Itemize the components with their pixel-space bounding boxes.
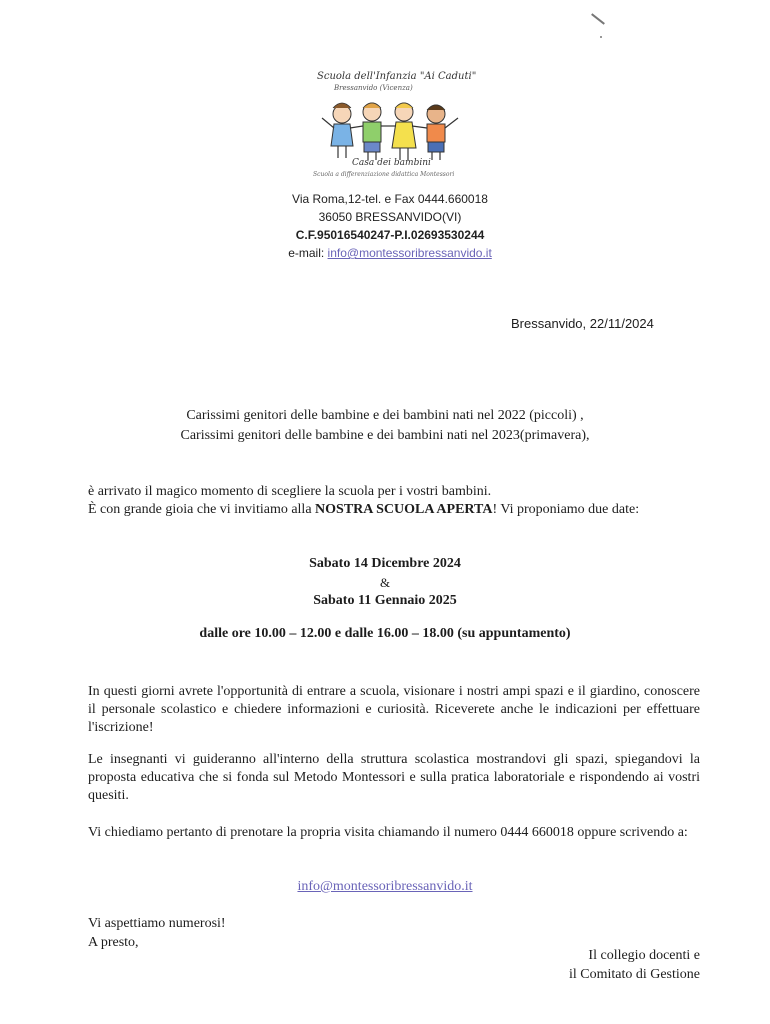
greeting-line-1: Carissimi genitori delle bambine e dei bambini nati nel 2022 (piccoli) , bbox=[186, 408, 584, 423]
fiscal-code: C.F.95016540247-P.I.02693530244 bbox=[295, 228, 485, 242]
address-line-2: 36050 BRESSANVIDO(VI) bbox=[318, 210, 462, 224]
casa-subtitle-handwritten: Scuola a differenziazione didattica Montessori bbox=[313, 171, 455, 178]
children-logo bbox=[300, 68, 480, 188]
intro-text-before: È con grande gioia che vi invitiamo alla bbox=[88, 502, 316, 517]
child-figure-3 bbox=[381, 103, 416, 160]
signature-line-2: il Comitato di Gestione bbox=[568, 967, 700, 982]
casa-dei-bambini-handwritten: Casa dei bambini bbox=[352, 158, 431, 168]
event-date-2: Sabato 11 Gennaio 2025 bbox=[313, 593, 457, 608]
greeting-line-2: Carissimi genitori delle bambine e dei bambini nati nel 2023(primavera), bbox=[180, 428, 590, 443]
closing-line-1: Vi aspettiamo numerosi! bbox=[88, 916, 226, 931]
intro-text-after: ! Vi proponiamo due date: bbox=[492, 502, 640, 517]
body-paragraph-3: Vi chiediamo pertanto di prenotare la propria visita chiamando il numero 0444 660018 oppure scrivendo a: bbox=[88, 825, 688, 840]
child-figure-2 bbox=[350, 103, 381, 160]
header-email-line bbox=[240, 246, 540, 260]
school-place-handwritten: Bressanvido (Vicenza) bbox=[334, 84, 413, 92]
signature-line-1: Il collegio docenti e bbox=[588, 948, 700, 963]
email-label: e-mail: bbox=[288, 246, 325, 260]
scan-dot bbox=[600, 36, 602, 38]
intro-line-2 bbox=[88, 502, 639, 518]
event-hours: dalle ore 10.00 – 12.00 e dalle 16.00 – 18.00 (su appuntamento) bbox=[199, 626, 571, 641]
school-name-handwritten: Scuola dell'Infanzia "Ai Caduti" bbox=[317, 71, 477, 82]
intro-line-1: è arrivato il magico momento di scegliere la scuola per i vostri bambini. bbox=[88, 484, 492, 499]
event-date-1: Sabato 14 Dicembre 2024 bbox=[309, 556, 461, 571]
child-figure-4 bbox=[412, 105, 458, 160]
closing-line-2: A presto, bbox=[88, 935, 139, 950]
letter-date: Bressanvido, 22/11/2024 bbox=[511, 316, 654, 331]
booking-email-line bbox=[0, 879, 770, 895]
booking-email-link[interactable]: info@montessoribressanvido.it bbox=[297, 879, 473, 894]
body-paragraph-1: In questi giorni avrete l'opportunità di entrare a scuola, visionare i nostri ampi spazi e il giardino, conoscere il personale scolastico e chiedere informazioni e curiosità. Riceverete anche le indicazioni per effettuare l'iscrizione! bbox=[88, 684, 700, 735]
header-email-link[interactable]: info@montessoribressanvido.it bbox=[327, 246, 492, 260]
address-line-1: Via Roma,12-tel. e Fax 0444.660018 bbox=[292, 192, 488, 206]
body-paragraph-2: Le insegnanti vi guideranno all'interno della struttura scolastica mostrandovi gli spazi, spiegandovi la proposta educativa che si fonda sul Metodo Montessori e sulla pratica laboratoriale e rispondendo ai vostri quesiti. bbox=[88, 752, 700, 803]
open-school-emphasis: NOSTRA SCUOLA APERTA bbox=[315, 502, 493, 517]
child-figure-1 bbox=[322, 103, 353, 158]
date-ampersand: & bbox=[379, 575, 391, 590]
scan-mark bbox=[591, 13, 605, 24]
